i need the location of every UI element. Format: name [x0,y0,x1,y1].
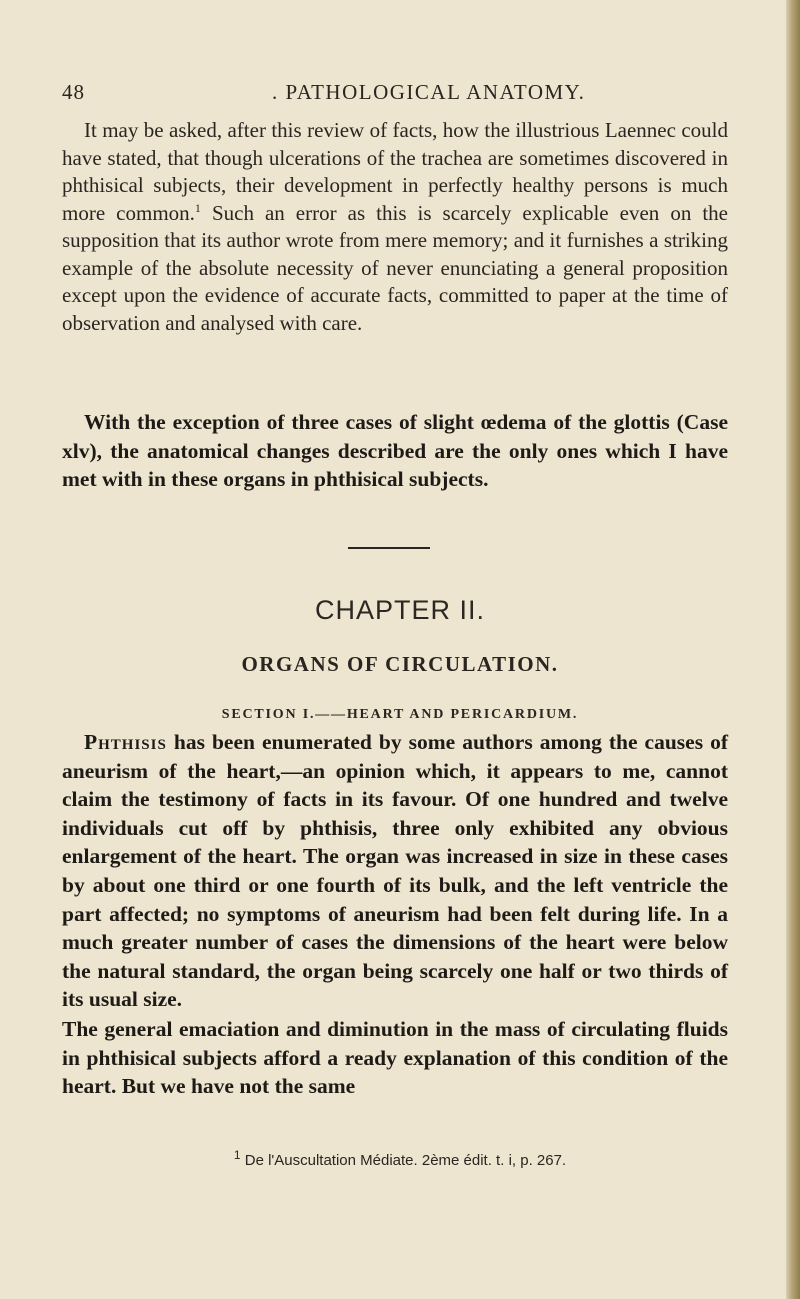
chapter-title: CHAPTER II. [314,595,486,625]
paragraph-oedema [62,408,728,494]
lead-word: Phthisis [84,730,167,754]
paragraph-phthisis [62,728,728,1014]
paragraph-text: With the exception of three cases of slight œdema of the glottis (Case xlv), the anatomical changes described are the only ones which I have met with in these organs in phthisical subjects. [62,410,728,491]
paragraph-text-cont: Such an error as this is scarcely explicable even on the supposition that its author wrote from mere memory; and it furnishes a striking example of the absolute necessity of never enunciating a general proposition except upon the evidence of accurate facts, committed to paper at the time of observation and analysed with care. [62,200,728,335]
section-heading: SECTION I.——HEART AND PERICARDIUM. [221,707,579,722]
footnote-reference: 1 [194,200,201,215]
paragraph-laennec [62,117,728,337]
section-divider [348,547,430,549]
footnote-text: De l'Auscultation Médiate. 2ème édit. t. i, p. 267. [240,1152,567,1169]
running-head: . PATHOLOGICAL ANATOMY. [272,80,586,104]
paragraph-text: The general emaciation and diminution in the mass of circulating fluids in phthisical subjects afford a ready explanation of this condition of the heart. But we have not the same [62,1017,728,1099]
chapter-subtitle: ORGANS OF CIRCULATION. [241,652,559,676]
page-header [62,80,722,110]
paragraph-emaciation [62,1015,728,1101]
footnote [0,1148,800,1169]
paragraph-text: has been enumerated by some authors among the causes of aneurism of the heart,—an opinion which, it appears to me, cannot claim the testimony of facts in its favour. Of one hundred and twelve individuals cut off by phthisis, three only exhibited any obvious enlargement of the heart. The organ was increased in size in these cases by about one third or one fourth of its bulk, and the left ventricle the part affected; no symptoms of aneurism had been felt during life. In a much greater number of cases the dimensions of the heart were below the natural standard, the organ being scarcely one half or two thirds of its usual size. [62,730,728,1012]
page-edge [786,0,800,1299]
page-number: 48 [62,80,85,104]
footnote-mark: 1 [233,1148,241,1162]
paragraph-text: It may be asked, after this review of facts, how the illustrious Laennec could have stated, that though ulcerations of the trachea are sometimes discovered in phthisical subjects, their development in perfectly healthy persons is much more common. [62,118,728,225]
